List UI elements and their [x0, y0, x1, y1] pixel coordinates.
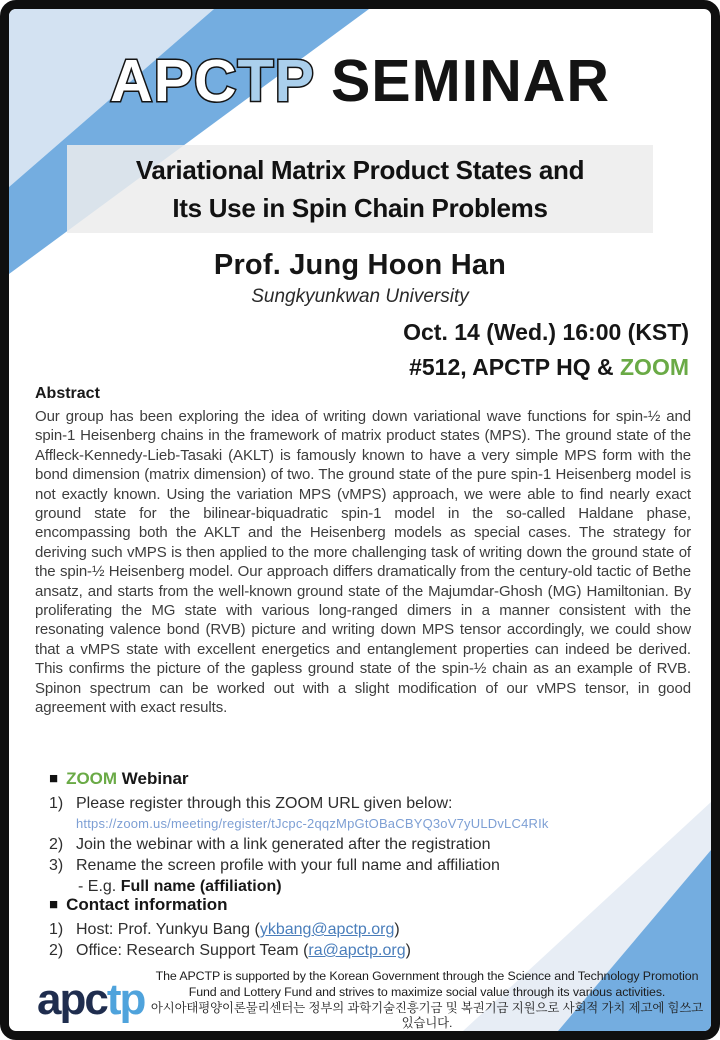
webinar-step-3-text: Rename the screen profile with your full name and affiliation [76, 857, 500, 874]
webinar-step-3 [49, 855, 689, 897]
footer-line3-korean: 아시아태평양이론물리센터는 정부의 과학기술진흥기금 및 복권기금 지원으로 사회적 가치 제고에 힘쓰고 있습니다. [150, 1000, 704, 1031]
webinar-step-3-example [78, 876, 689, 897]
office-email-link[interactable]: ra@apctp.org [308, 942, 406, 959]
apctp-logo [37, 975, 144, 1025]
speaker-affiliation: Sungkyunkwan University [251, 286, 469, 307]
event-location-prefix: #512, APCTP HQ & [409, 354, 620, 380]
list-number: 1) [49, 921, 64, 938]
square-bullet-icon: ■ [49, 770, 59, 787]
contact-host-row [49, 919, 689, 940]
brand-apc-outline: APC [109, 48, 238, 114]
contact-office-text: Office: Research Support Team ( [76, 942, 309, 959]
contact-host-text: Host: Prof. Yunkyu Bang ( [76, 921, 260, 938]
apctp-logo-tp: tp [106, 975, 145, 1024]
abstract-body: Our group has been exploring the idea of writing down variational wave functions for spin-½ and spin-1 Heisenberg chains in the framework of matrix product states (MPS). The ground state of the Affleck-Kennedy-Lieb-Tasaki (AKLT) is famously known to have a very simple MPS form with the bond dimension (matrix dimension) of two. The ground state of the pure spin-1 Heisenberg model is not exactly known. Using the variation MPS (vMPS) approach, we were able to find nearly exact ground state for the bilinear-biquadratic spin-1 model in the so-called Haldane phase, encompassing both the AKLT and the Heisenberg models as special cases. The strategy for deriving such vMPS is then applied to the more challenging task of writing down the ground state of the spin-½ Heisenberg model. Our approach differs dramatically from the century-old tactic of Bethe ansatz, and starts from the well-known ground state of the Majumdar-Ghosh (MG) Hamiltonian. By proliferating the MG state with various long-ranged dimers in a manner consistent with the resonating valence bond (RVB) picture and writing down MPS tensor accordingly, we could show that a vMPS state with excellent energetics and entanglement properties can indeed be derived. This confirms the picture of the gapless ground state of the spin-½ chain as an example of RVB. Spinon spectrum can be worked out with a slight modification of our vMPS tensor, in good agreement with exact results. [35, 408, 691, 717]
list-number: 2) [49, 836, 64, 853]
brand-seminar: SEMINAR [330, 48, 611, 114]
contact-section [49, 895, 689, 961]
square-bullet-icon: ■ [49, 896, 59, 913]
host-email-link[interactable]: ykbang@apctp.org [259, 921, 395, 938]
seminar-title-line1: Variational Matrix Product States and [135, 155, 585, 185]
brand-tp-outline: TP [237, 48, 315, 114]
seminar-title-bar [67, 145, 653, 233]
webinar-step-2-text: Join the webinar with a link generated after the registration [76, 836, 491, 853]
zoom-webinar-section [49, 769, 689, 897]
abstract-section [35, 385, 691, 718]
speaker-block [9, 249, 711, 308]
speaker-name: Prof. Jung Hoon Han [213, 249, 507, 281]
contact-heading-text: Contact information [66, 895, 228, 914]
webinar-heading-rest: Webinar [117, 769, 189, 788]
event-location-zoom: ZOOM [620, 354, 689, 380]
list-number: 1) [49, 795, 64, 812]
abstract-heading: Abstract [35, 385, 100, 402]
contact-office-row [49, 940, 689, 961]
contact-heading [49, 895, 689, 915]
brand-header [9, 47, 711, 115]
event-datetime: Oct. 14 (Wed.) 16:00 (KST) [403, 319, 689, 345]
webinar-heading-zoom: ZOOM [66, 769, 118, 788]
footer-line1: The APCTP is supported by the Korean Government through the Science and Technology Promotion [155, 969, 699, 983]
footer-line2: Fund and Lottery Fund and strives to maximize social value through its various activities. [188, 984, 666, 999]
event-location [403, 350, 689, 385]
zoom-registration-link[interactable]: https://zoom.us/meeting/register/tJcpc-2qqzMpGtOBaCBYQ3oV7yULDvLC4RIk [76, 816, 549, 831]
example-prefix: - E.g. [78, 878, 121, 895]
list-number: 2) [49, 942, 64, 959]
seminar-title-line2: Its Use in Spin Chain Problems [172, 193, 548, 223]
webinar-step-2 [49, 834, 689, 855]
event-details [403, 315, 689, 385]
contact-office-suffix: ) [405, 942, 411, 959]
contact-host-suffix: ) [394, 921, 400, 938]
example-bold: Full name (affiliation) [120, 878, 282, 895]
footer-support-statement [147, 969, 707, 1032]
webinar-step-1-text: Please register through this ZOOM URL given below: [76, 795, 453, 812]
webinar-step-1 [49, 793, 689, 834]
apctp-logo-apc: apc [37, 975, 107, 1024]
list-number: 3) [49, 857, 64, 874]
webinar-heading [49, 769, 689, 789]
